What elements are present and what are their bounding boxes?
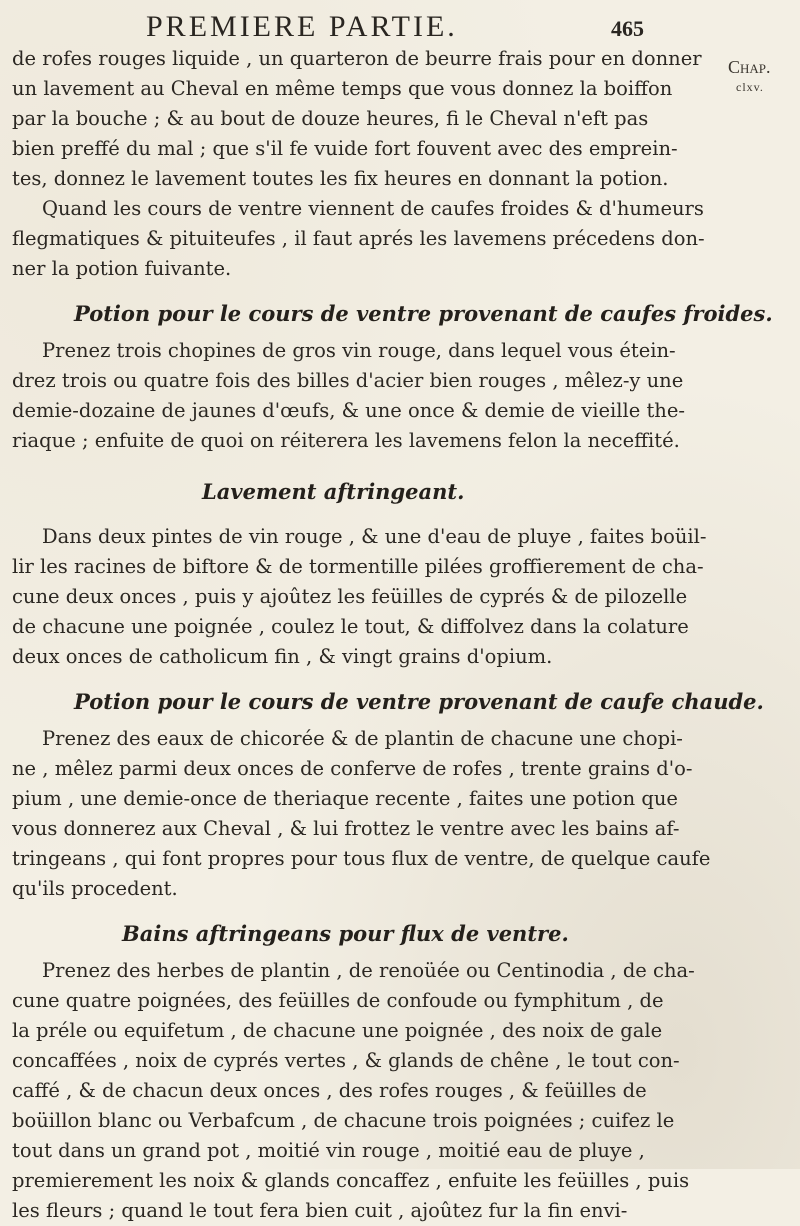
text-line: Prenez des eaux de chicorée & de plantin de chacune une chopi- <box>42 727 683 750</box>
text-line: de rofes rouges liquide , un quarteron de beurre frais pour en donner <box>12 47 702 70</box>
margin-chapter-number: clxv. <box>736 80 764 94</box>
text-line: lir les racines de biftore & de tormentille pilées groffierement de cha- <box>12 555 704 578</box>
text-line: drez trois ou quatre fois des billes d'acier bien rouges , mêlez-y une <box>12 369 684 392</box>
text-line: par la bouche ; & au bout de douze heures, fi le Cheval n'eft pas <box>12 107 649 130</box>
text-line: la préle ou equifetum , de chacune une poignée , des noix de gale <box>12 1019 663 1042</box>
text-line: cune deux onces , puis y ajoûtez les feüilles de cyprés & de pilozelle <box>12 585 688 608</box>
section-heading: Potion pour le cours de ventre provenant de caufe chaude. <box>74 689 764 714</box>
text-line: ne , mêlez parmi deux onces de conferve de rofes , trente grains d'o- <box>12 757 693 780</box>
text-line: caffé , & de chacun deux onces , des rofes rouges , & feüilles de <box>12 1079 647 1102</box>
page-number: 465 <box>611 16 644 41</box>
section-heading: Bains aftringeans pour flux de ventre. <box>122 921 569 946</box>
text-line: deux onces de catholicum fin , & vingt grains d'opium. <box>12 645 553 668</box>
text-line: premierement les noix & glands concaffez , enfuite les feüilles , puis <box>12 1169 690 1192</box>
text-line: cune quatre poignées, des feüilles de confoude ou fymphitum , de <box>12 989 664 1012</box>
text-line: flegmatiques & pituiteufes , il faut aprés les lavemens précedens don- <box>12 227 705 250</box>
text-line: un lavement au Cheval en même temps que vous donnez la boiffon <box>12 77 673 100</box>
section-heading: Potion pour le cours de ventre provenant de caufes froides. <box>74 301 773 326</box>
text-line: demie-dozaine de jaunes d'œufs, & une once & demie de vieille the- <box>12 399 685 422</box>
text-line: Prenez trois chopines de gros vin rouge, dans lequel vous étein- <box>42 339 676 362</box>
text-line: qu'ils procedent. <box>12 877 178 900</box>
text-line: Prenez des herbes de plantin , de renoüée ou Centinodia , de cha- <box>42 959 695 982</box>
text-line: boüillon blanc ou Verbafcum , de chacune trois poignées ; cuifez le <box>12 1109 675 1132</box>
text-line: riaque ; enfuite de quoi on réiterera les lavemens felon la neceffité. <box>12 429 680 452</box>
text-line: tout dans un grand pot , moitié vin rouge , moitié eau de pluye , <box>12 1139 645 1162</box>
text-line: ner la potion fuivante. <box>12 257 232 280</box>
section-heading: Lavement aftringeant. <box>202 479 465 504</box>
margin-chapter-label: Chap. <box>728 57 771 77</box>
text-line: de chacune une poignée , coulez le tout, & diffolvez dans la colature <box>12 615 689 638</box>
text-line: tes, donnez le lavement toutes les fix heures en donnant la potion. <box>12 167 669 190</box>
text-line: pium , une demie-once de theriaque recente , faites une potion que <box>12 787 678 810</box>
text-line: bien preffé du mal ; que s'il fe vuide fort fouvent avec des emprein- <box>12 137 678 160</box>
running-title: PREMIERE PARTIE. <box>146 10 458 43</box>
text-line: les fleurs ; quand le tout fera bien cuit , ajoûtez fur la fin envi- <box>12 1199 628 1222</box>
text-line: tringeans , qui font propres pour tous flux de ventre, de quelque caufe <box>12 847 711 870</box>
text-line: concaffées , noix de cyprés vertes , & glands de chêne , le tout con- <box>12 1049 680 1072</box>
text-line: Dans deux pintes de vin rouge , & une d'eau de pluye , faites boüil- <box>42 525 707 548</box>
text-line: vous donnerez aux Cheval , & lui frottez le ventre avec les bains af- <box>12 817 680 840</box>
text-line: Quand les cours de ventre viennent de caufes froides & d'humeurs <box>42 197 704 220</box>
margin-note <box>728 56 798 96</box>
